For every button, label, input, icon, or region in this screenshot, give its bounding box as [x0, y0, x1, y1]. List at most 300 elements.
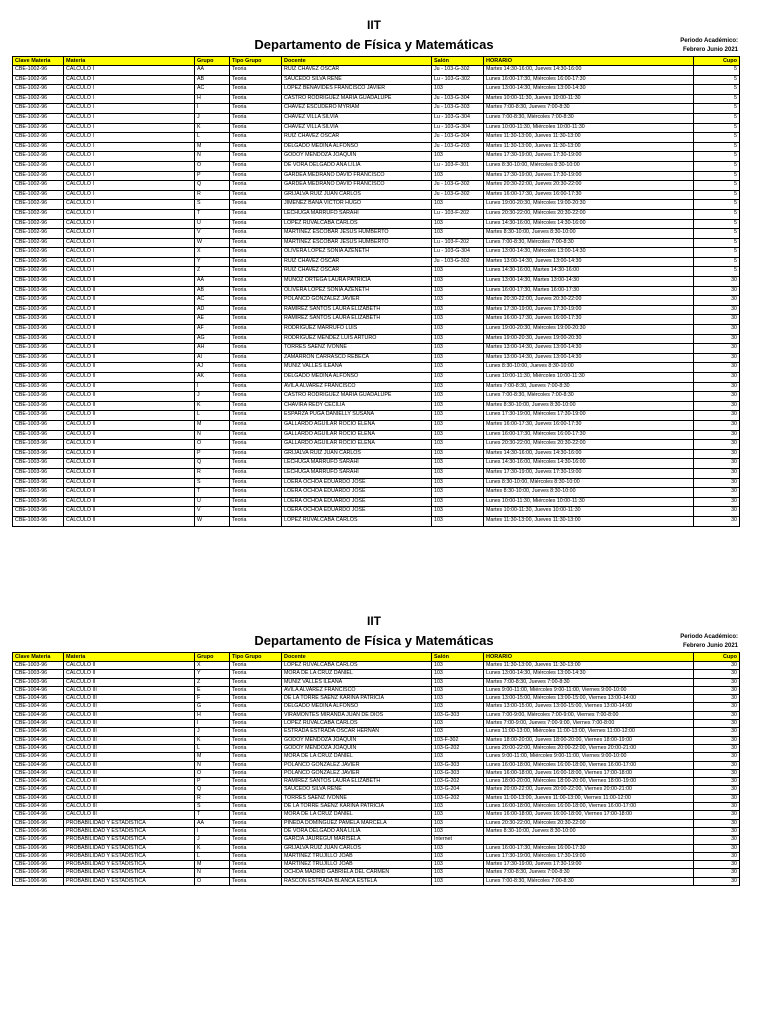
tipo-grupo-cell: Teoria [230, 728, 282, 736]
cupo-cell: 30 [694, 786, 740, 794]
docente-cell: SAUCEDO SILVA RENE [282, 75, 432, 85]
period-value: Febrero Junio 2021 [682, 642, 738, 649]
salon-cell: 103 [432, 420, 484, 430]
tipo-grupo-cell: Teoria [230, 161, 282, 171]
salon-cell: 103-G-303 [432, 761, 484, 769]
materia-cell: CALCULO II [64, 440, 195, 450]
horario-cell: Lunes 13:00-15:00, Miércoles 13:00-15:00, Viernes 13:00-14:00 [484, 695, 694, 703]
materia-cell: CALCULO III [64, 778, 195, 786]
tipo-grupo-cell: Teoria [230, 373, 282, 383]
tipo-grupo-cell: Teoria [230, 190, 282, 200]
salon-cell: Ju - 103-G-304 [432, 133, 484, 143]
table-row [13, 420, 740, 430]
table-row [13, 769, 740, 777]
salon-cell: 103 [432, 819, 484, 827]
table-row [13, 75, 740, 85]
tipo-grupo-cell: Teoria [230, 325, 282, 335]
materia-cell: CALCULO II [64, 497, 195, 507]
salon-cell: 103 [432, 827, 484, 835]
institution-title: IIT [367, 614, 381, 628]
table-row [13, 836, 740, 844]
horario-cell: Lunes 7:00-8:30, Miércoles 7:00-8:30 [484, 877, 694, 885]
salon-cell: 103 [432, 171, 484, 181]
clave-materia-cell: CBE-1003-96 [13, 440, 64, 450]
materia-cell: CALCULO I [64, 85, 195, 95]
horario-cell: Martes 7:00-8:30, Jueves 7:00-8:30 [484, 104, 694, 114]
docente-cell: DELGADO MEDINA ALFONSO [282, 142, 432, 152]
column-header-salon: Salón [432, 653, 484, 662]
cupo-cell: 30 [694, 440, 740, 450]
tipo-grupo-cell: Teoria [230, 836, 282, 844]
cupo-cell: 30 [694, 334, 740, 344]
column-header-clave-materia: Clave Materia [13, 653, 64, 662]
table-row [13, 305, 740, 315]
salon-cell: 103 [432, 459, 484, 469]
salon-cell: 103 [432, 430, 484, 440]
grupo-cell: G [195, 703, 230, 711]
table-row [13, 778, 740, 786]
column-header-docente: Docente [282, 57, 432, 66]
clave-materia-cell: CBE-1004-96 [13, 720, 64, 728]
academic-period [680, 633, 738, 650]
table-row [13, 720, 740, 728]
column-header-tipo-grupo: Tipo Grupo [230, 653, 282, 662]
column-header-grupo: Grupo [195, 653, 230, 662]
docente-cell: SAUCEDO SILVA RENE [282, 786, 432, 794]
cupo-cell: 5 [694, 133, 740, 143]
salon-cell: 103 [432, 277, 484, 287]
materia-cell: CALCULO III [64, 695, 195, 703]
clave-materia-cell: CBE-1003-96 [13, 430, 64, 440]
salon-cell: 103-G-204 [432, 786, 484, 794]
horario-cell: Lunes 20:30-22:00, Miércoles 20:30-22:00 [484, 209, 694, 219]
cupo-cell: 30 [694, 296, 740, 306]
grupo-cell: J [195, 392, 230, 402]
clave-materia-cell: CBE-1003-96 [13, 488, 64, 498]
table-row [13, 133, 740, 143]
docente-cell: TORRES SAENZ IVONNE [282, 794, 432, 802]
horario-cell: Lunes 7:00-8:30, Miércoles 7:00-8:30 [484, 238, 694, 248]
horario-cell: Martes 17:30-19:00, Jueves 17:30-19:00 [484, 861, 694, 869]
table-row [13, 430, 740, 440]
tipo-grupo-cell: Teoria [230, 459, 282, 469]
horario-cell: Martes 11:30-13:00, Jueves 11:30-13:00 [484, 662, 694, 670]
grupo-cell: O [195, 877, 230, 885]
cupo-cell: 5 [694, 219, 740, 229]
horario-cell: Martes 10:00-11:30, Jueves 10:00-11:30 [484, 94, 694, 104]
table-row [13, 229, 740, 239]
tipo-grupo-cell: Teoria [230, 286, 282, 296]
clave-materia-cell: CBE-1003-96 [13, 662, 64, 670]
table-row [13, 468, 740, 478]
clave-materia-cell: CBE-1003-96 [13, 353, 64, 363]
tipo-grupo-cell: Teoria [230, 420, 282, 430]
materia-cell: PROBABILIDAD Y ESTADISTICA [64, 844, 195, 852]
docente-cell: GODOY MENDOZA JOAQUIN [282, 152, 432, 162]
tipo-grupo-cell: Teoria [230, 468, 282, 478]
table-row [13, 85, 740, 95]
tipo-grupo-cell: Teoria [230, 382, 282, 392]
horario-cell: Martes 10:00-11:30, Jueves 10:00-11:30 [484, 507, 694, 517]
clave-materia-cell: CBE-1003-96 [13, 296, 64, 306]
clave-materia-cell: CBE-1003-96 [13, 516, 64, 526]
docente-cell: LOERA OCHOA EDUARDO JOSE [282, 507, 432, 517]
grupo-cell: U [195, 497, 230, 507]
docente-cell: OCHOA MADRID GABRIELA DEL CARMEN [282, 869, 432, 877]
clave-materia-cell: CBE-1003-96 [13, 401, 64, 411]
clave-materia-cell: CBE-1004-96 [13, 761, 64, 769]
tipo-grupo-cell: Teoria [230, 200, 282, 210]
schedule-table [12, 652, 740, 886]
salon-cell: Ju - 103-G-304 [432, 94, 484, 104]
table-row [13, 819, 740, 827]
tipo-grupo-cell: Teoria [230, 827, 282, 835]
table-row [13, 238, 740, 248]
cupo-cell: 30 [694, 703, 740, 711]
horario-cell: Martes 16:00-17:30, Jueves 16:00-17:30 [484, 315, 694, 325]
table-row [13, 703, 740, 711]
grupo-cell: L [195, 411, 230, 421]
clave-materia-cell: CBE-1002-96 [13, 248, 64, 258]
materia-cell: CALCULO II [64, 286, 195, 296]
materia-cell: CALCULO II [64, 363, 195, 373]
clave-materia-cell: CBE-1004-96 [13, 695, 64, 703]
table-row [13, 794, 740, 802]
docente-cell: AVILA ALVAREZ FRANCISCO [282, 382, 432, 392]
salon-cell: 103 [432, 449, 484, 459]
materia-cell: CALCULO II [64, 662, 195, 670]
docente-cell: RAMIREZ SANTOS LAURA ELIZABETH [282, 315, 432, 325]
horario-cell: Martes 16:00-18:00, Jueves 16:00-18:00, Viernes 17:00-18:00 [484, 769, 694, 777]
salon-cell: 103-F-302 [432, 736, 484, 744]
cupo-cell: 30 [694, 761, 740, 769]
salon-cell: Lu - 103-G-304 [432, 113, 484, 123]
horario-cell: Lunes 17:30-19:00, Miércoles 17:30-19:00 [484, 852, 694, 860]
grupo-cell: X [195, 662, 230, 670]
cupo-cell: 30 [694, 363, 740, 373]
cupo-cell: 30 [694, 744, 740, 752]
docente-cell: PINEDA DOMINGUEZ PAMELA MARCELA [282, 819, 432, 827]
grupo-cell: I [195, 827, 230, 835]
cupo-cell: 30 [694, 353, 740, 363]
grupo-cell: T [195, 209, 230, 219]
horario-cell: Martes 13:00-14:30, Jueves 13:00-14:30 [484, 344, 694, 354]
cupo-cell: 5 [694, 238, 740, 248]
docente-cell: GRIJALVA RUIZ JUAN CARLOS [282, 844, 432, 852]
materia-cell: CALCULO III [64, 786, 195, 794]
table-row [13, 662, 740, 670]
grupo-cell: Y [195, 257, 230, 267]
horario-cell: Martes 16:00-17:30, Jueves 16:00-17:30 [484, 420, 694, 430]
horario-cell: Martes 7:00-8:30, Jueves 7:00-8:30 [484, 678, 694, 686]
horario-cell: Lunes 9:00-11:00, Miércoles 9:00-11:00, Viernes 9:00-10:00 [484, 686, 694, 694]
salon-cell: 103 [432, 267, 484, 277]
tipo-grupo-cell: Teoria [230, 411, 282, 421]
cupo-cell: 5 [694, 104, 740, 114]
tipo-grupo-cell: Teoria [230, 670, 282, 678]
salon-cell: 103 [432, 373, 484, 383]
clave-materia-cell: CBE-1003-96 [13, 459, 64, 469]
grupo-cell: X [195, 248, 230, 258]
materia-cell: CALCULO III [64, 711, 195, 719]
grupo-cell: AA [195, 277, 230, 287]
table-row [13, 296, 740, 306]
cupo-cell: 5 [694, 66, 740, 76]
column-header-clave-materia: Clave Materia [13, 57, 64, 66]
grupo-cell: AC [195, 296, 230, 306]
materia-cell: CALCULO II [64, 411, 195, 421]
materia-cell: CALCULO II [64, 305, 195, 315]
salon-cell: 103 [432, 152, 484, 162]
tipo-grupo-cell: Teoria [230, 267, 282, 277]
cupo-cell: 30 [694, 695, 740, 703]
docente-cell: GRIJALVA RUIZ JUAN CARLOS [282, 449, 432, 459]
tipo-grupo-cell: Teoria [230, 497, 282, 507]
materia-cell: CALCULO I [64, 123, 195, 133]
materia-cell: CALCULO I [64, 161, 195, 171]
horario-cell: Martes 7:00-8:30, Jueves 7:00-8:30 [484, 869, 694, 877]
grupo-cell: Z [195, 678, 230, 686]
materia-cell: CALCULO II [64, 459, 195, 469]
docente-cell: ESTRADA ESTRADA OSCAR HERNAN [282, 728, 432, 736]
tipo-grupo-cell: Teoria [230, 94, 282, 104]
horario-cell: Lunes 14:30-16:00, Martes 14:30-16:00 [484, 267, 694, 277]
cupo-cell: 30 [694, 827, 740, 835]
materia-cell: CALCULO I [64, 248, 195, 258]
docente-cell: RUIZ CHAVEZ OSCAR [282, 257, 432, 267]
cupo-cell: 30 [694, 411, 740, 421]
docente-cell: RUIZ CHAVEZ OSCAR [282, 267, 432, 277]
grupo-cell: K [195, 401, 230, 411]
docente-cell: DE LA TORRE SAENZ KARINA PATRICIA [282, 803, 432, 811]
docente-cell: CHAVIRA REDY CECILIA [282, 401, 432, 411]
grupo-cell: AB [195, 75, 230, 85]
docente-cell: LOERA OCHOA EDUARDO JOSE [282, 478, 432, 488]
tipo-grupo-cell: Teoria [230, 662, 282, 670]
docente-cell: DE VORA DELGADO ANA LILIA [282, 161, 432, 171]
clave-materia-cell: CBE-1003-96 [13, 497, 64, 507]
cupo-cell: 30 [694, 678, 740, 686]
cupo-cell: 30 [694, 811, 740, 819]
salon-cell: 103-G-303 [432, 769, 484, 777]
clave-materia-cell: CBE-1003-96 [13, 305, 64, 315]
tipo-grupo-cell: Teoria [230, 720, 282, 728]
materia-cell: CALCULO II [64, 382, 195, 392]
docente-cell: CHAVEZ VILLA SILVIA [282, 113, 432, 123]
materia-cell: CALCULO III [64, 769, 195, 777]
schedule-page-2 [0, 614, 768, 1024]
clave-materia-cell: CBE-1003-96 [13, 344, 64, 354]
materia-cell: CALCULO I [64, 238, 195, 248]
cupo-cell: 5 [694, 209, 740, 219]
salon-cell: 103 [432, 382, 484, 392]
materia-cell: CALCULO II [64, 420, 195, 430]
salon-cell: 103 [432, 315, 484, 325]
salon-cell: 103 [432, 468, 484, 478]
docente-cell: MORA DE LA CRUZ DANIEL [282, 811, 432, 819]
table-body [13, 66, 740, 527]
academic-period [680, 37, 738, 54]
table-row [13, 392, 740, 402]
grupo-cell: N [195, 152, 230, 162]
horario-cell: Martes 17:30-19:00, Jueves 17:30-19:00 [484, 305, 694, 315]
clave-materia-cell: CBE-1002-96 [13, 171, 64, 181]
docente-cell: LOERA OCHOA EDUARDO JOSE [282, 497, 432, 507]
materia-cell: CALCULO II [64, 478, 195, 488]
salon-cell: 103 [432, 728, 484, 736]
salon-cell: Ju - 103-G-303 [432, 104, 484, 114]
cupo-cell: 5 [694, 85, 740, 95]
grupo-cell: K [195, 736, 230, 744]
table-row [13, 142, 740, 152]
salon-cell: 103 [432, 325, 484, 335]
tipo-grupo-cell: Teoria [230, 392, 282, 402]
grupo-cell: Q [195, 786, 230, 794]
clave-materia-cell: CBE-1002-96 [13, 267, 64, 277]
tipo-grupo-cell: Teoria [230, 478, 282, 488]
table-row [13, 209, 740, 219]
grupo-cell: H [195, 711, 230, 719]
table-row [13, 695, 740, 703]
salon-cell: 103 [432, 720, 484, 728]
materia-cell: CALCULO I [64, 267, 195, 277]
period-label: Periodo Académico: [680, 38, 738, 44]
grupo-cell: R [195, 190, 230, 200]
cupo-cell: 5 [694, 267, 740, 277]
docente-cell: MUÑOZ ORTEGA LAURA PATRICIA [282, 277, 432, 287]
grupo-cell: E [195, 686, 230, 694]
clave-materia-cell: CBE-1004-96 [13, 786, 64, 794]
grupo-cell: N [195, 430, 230, 440]
table-row [13, 190, 740, 200]
cupo-cell: 5 [694, 190, 740, 200]
grupo-cell: S [195, 803, 230, 811]
grupo-cell: M [195, 753, 230, 761]
tipo-grupo-cell: Teoria [230, 686, 282, 694]
horario-cell: Martes 16:00-17:30, Jueves 16:00-17:30 [484, 190, 694, 200]
horario-cell: Martes 20:30-22:00, Jueves 20:30-22:00 [484, 296, 694, 306]
clave-materia-cell: CBE-1002-96 [13, 238, 64, 248]
tipo-grupo-cell: Teoria [230, 703, 282, 711]
clave-materia-cell: CBE-1002-96 [13, 133, 64, 143]
grupo-cell: I [195, 104, 230, 114]
salon-cell: 103 [432, 401, 484, 411]
cupo-cell: 30 [694, 794, 740, 802]
table-row [13, 711, 740, 719]
grupo-cell: AA [195, 819, 230, 827]
grupo-cell: J [195, 836, 230, 844]
clave-materia-cell: CBE-1004-96 [13, 778, 64, 786]
cupo-cell: 30 [694, 728, 740, 736]
grupo-cell: AB [195, 286, 230, 296]
docente-cell: LECHUGA MARRUFO SARAHI [282, 468, 432, 478]
tipo-grupo-cell: Teoria [230, 75, 282, 85]
tipo-grupo-cell: Teoria [230, 209, 282, 219]
grupo-cell: P [195, 778, 230, 786]
clave-materia-cell: CBE-1006-96 [13, 827, 64, 835]
table-row [13, 728, 740, 736]
tipo-grupo-cell: Teoria [230, 353, 282, 363]
horario-cell: Lunes 7:00-8:30, Miércoles 7:00-8:30 [484, 392, 694, 402]
tipo-grupo-cell: Teoria [230, 181, 282, 191]
materia-cell: PROBABILIDAD Y ESTADISTICA [64, 869, 195, 877]
clave-materia-cell: CBE-1006-96 [13, 861, 64, 869]
horario-cell: Lunes 17:30-19:00, Miércoles 17:30-19:00 [484, 411, 694, 421]
clave-materia-cell: CBE-1004-96 [13, 769, 64, 777]
materia-cell: CALCULO III [64, 728, 195, 736]
table-row [13, 113, 740, 123]
tipo-grupo-cell: Teoria [230, 449, 282, 459]
horario-cell: Martes 11:30-13:00, Jueves 11:30-13:00 [484, 133, 694, 143]
tipo-grupo-cell: Teoria [230, 277, 282, 287]
materia-cell: CALCULO III [64, 736, 195, 744]
tipo-grupo-cell: Teoria [230, 113, 282, 123]
tipo-grupo-cell: Teoria [230, 803, 282, 811]
grupo-cell: U [195, 219, 230, 229]
horario-cell: Lunes 20:30-22:00, Miércoles 20:30-22:00 [484, 440, 694, 450]
materia-cell: CALCULO I [64, 190, 195, 200]
horario-cell: Martes 13:00-15:00, Jueves 13:00-15:00, Viernes 13:00-14:00 [484, 703, 694, 711]
salon-cell: 103 [432, 695, 484, 703]
horario-cell: Lunes 14:30-16:00, Miércoles 14:30-16:00 [484, 219, 694, 229]
docente-cell: RODRIGUEZ MENDEZ LUIS ARTURO [282, 334, 432, 344]
materia-cell: CALCULO I [64, 94, 195, 104]
clave-materia-cell: CBE-1002-96 [13, 75, 64, 85]
cupo-cell: 30 [694, 861, 740, 869]
docente-cell: POLANCO GONZALEZ JAVIER [282, 296, 432, 306]
tipo-grupo-cell: Teoria [230, 123, 282, 133]
clave-materia-cell: CBE-1006-96 [13, 852, 64, 860]
horario-cell: Lunes 18:00-20:00, Miércoles 18:00-20:00, Viernes 18:00-19:00 [484, 778, 694, 786]
salon-cell: 103 [432, 507, 484, 517]
tipo-grupo-cell: Teoria [230, 440, 282, 450]
salon-cell: 103 [432, 286, 484, 296]
docente-cell: GARCIA JAUREGUI MARISELA [282, 836, 432, 844]
materia-cell: CALCULO III [64, 811, 195, 819]
table-row [13, 94, 740, 104]
horario-cell: Lunes 7:00-8:30, Miércoles 7:00-8:30 [484, 113, 694, 123]
tipo-grupo-cell: Teoria [230, 344, 282, 354]
horario-cell: Lunes 13:00-14:30, Miércoles 13:00-14:30 [484, 85, 694, 95]
cupo-cell: 30 [694, 305, 740, 315]
grupo-cell: M [195, 142, 230, 152]
grupo-cell: T [195, 488, 230, 498]
salon-cell: 103 [432, 753, 484, 761]
clave-materia-cell: CBE-1003-96 [13, 325, 64, 335]
cupo-cell: 30 [694, 711, 740, 719]
tipo-grupo-cell: Teoria [230, 401, 282, 411]
clave-materia-cell: CBE-1003-96 [13, 392, 64, 402]
table-header-row [13, 57, 740, 66]
table-row [13, 678, 740, 686]
salon-cell: Internet [432, 836, 484, 844]
grupo-cell: P [195, 171, 230, 181]
table-row [13, 449, 740, 459]
salon-cell: Lu - 103-F-301 [432, 161, 484, 171]
docente-cell: DE LA TORRE SAENZ KARINA PATRICIA [282, 695, 432, 703]
table-row [13, 277, 740, 287]
materia-cell: CALCULO II [64, 507, 195, 517]
grupo-cell: S [195, 200, 230, 210]
clave-materia-cell: CBE-1003-96 [13, 670, 64, 678]
horario-cell: Lunes 16:00-17:30, Miércoles 16:00-17:30 [484, 844, 694, 852]
tipo-grupo-cell: Teoria [230, 844, 282, 852]
horario-cell: Martes 17:30-19:00, Jueves 17:30-19:00 [484, 468, 694, 478]
salon-cell: 103 [432, 488, 484, 498]
materia-cell: CALCULO I [64, 133, 195, 143]
table-row [13, 257, 740, 267]
clave-materia-cell: CBE-1006-96 [13, 844, 64, 852]
